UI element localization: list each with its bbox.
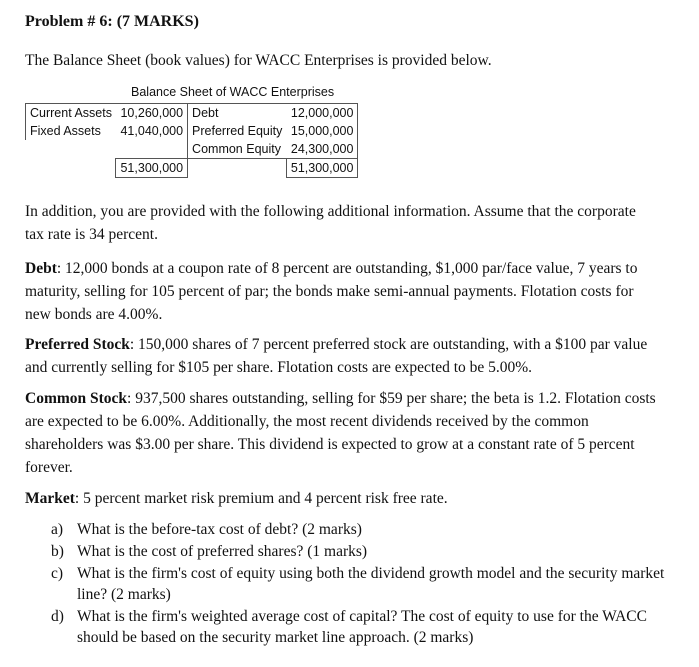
common-text: : 937,500 shares outstanding, selling for $59 per share; the beta is 1.2. Flotation costs are expected to be 6.00%. Additionally, the most recent dividends received by the common shareholders was $3.00 per share. This dividend is expected to grow at a constant rate of 5 percent forever. xyxy=(25,390,656,476)
list-item xyxy=(25,606,665,648)
question-text: What is the before-tax cost of debt? (2 marks) xyxy=(77,521,362,538)
intro-text: The Balance Sheet (book values) for WACC Enterprises is provided below. xyxy=(25,52,492,69)
debt-text: : 12,000 bonds at a coupon rate of 8 percent are outstanding, $1,000 par/face value, 7 years to maturity, selling for 105 percent of par; the bonds make semi-annual payments. Flotation costs for new bonds are 4.00%. xyxy=(25,260,638,323)
list-item xyxy=(25,519,665,540)
table-cell: 41,040,000 xyxy=(120,124,184,138)
table-row xyxy=(26,122,358,140)
balance-sheet-table xyxy=(25,103,358,178)
debt-paragraph xyxy=(25,257,657,326)
question-letter: a) xyxy=(51,521,64,538)
table-cell xyxy=(26,159,116,178)
market-text: : 5 percent market risk premium and 4 percent risk free rate. xyxy=(74,490,448,507)
table-row xyxy=(26,159,358,178)
problem-title: Problem # 6: (7 MARKS) xyxy=(25,13,199,30)
preferred-text: : 150,000 shares of 7 percent preferred stock are outstanding, with a $100 par value and currently selling for $105 per share. Flotation costs are expected to be 5.00%. xyxy=(25,336,648,376)
assets-total: 51,300,000 xyxy=(116,159,188,178)
preferred-paragraph xyxy=(25,333,657,379)
liabilities-total: 51,300,000 xyxy=(286,159,358,178)
question-text: What is the cost of preferred shares? (1 marks) xyxy=(77,543,368,560)
table-cell: Fixed Assets xyxy=(26,122,116,140)
question-text: What is the firm's cost of equity using both the dividend growth model and the security market line? (2 marks) xyxy=(77,565,665,603)
question-letter: b) xyxy=(51,543,64,560)
table-cell: Common Equity xyxy=(188,140,287,159)
table-row xyxy=(26,140,358,159)
market-label: Market xyxy=(25,490,75,507)
table-cell: Preferred Equity xyxy=(188,122,287,140)
question-list xyxy=(25,519,665,649)
table-cell xyxy=(116,140,188,159)
additional-info-paragraph: In addition, you are provided with the following additional information. Assume that the corporate tax rate is 34 percent. xyxy=(25,203,636,243)
list-item xyxy=(25,563,665,605)
table-cell: 10,260,000 xyxy=(116,104,188,123)
common-label: Common Stock xyxy=(25,390,128,407)
table-cell xyxy=(188,159,287,178)
question-letter: d) xyxy=(51,608,64,625)
debt-label: Debt xyxy=(25,260,57,277)
preferred-label: Preferred Stock xyxy=(25,336,130,353)
table-cell: Debt xyxy=(188,104,287,123)
balance-sheet-caption: Balance Sheet of WACC Enterprises xyxy=(131,85,335,99)
market-paragraph xyxy=(25,487,657,510)
question-letter: c) xyxy=(51,565,64,582)
table-cell: 15,000,000 xyxy=(286,122,358,140)
table-row xyxy=(26,104,358,123)
question-text: What is the firm's weighted average cost of capital? The cost of equity to use for the WACC should be based on the security market line approach. (2 marks) xyxy=(77,608,647,646)
table-cell: Current Assets xyxy=(26,104,116,123)
list-item xyxy=(25,541,665,562)
table-cell: 24,300,000 xyxy=(286,140,358,159)
common-paragraph xyxy=(25,387,657,479)
table-cell: 12,000,000 xyxy=(286,104,358,123)
table-cell xyxy=(26,140,116,159)
